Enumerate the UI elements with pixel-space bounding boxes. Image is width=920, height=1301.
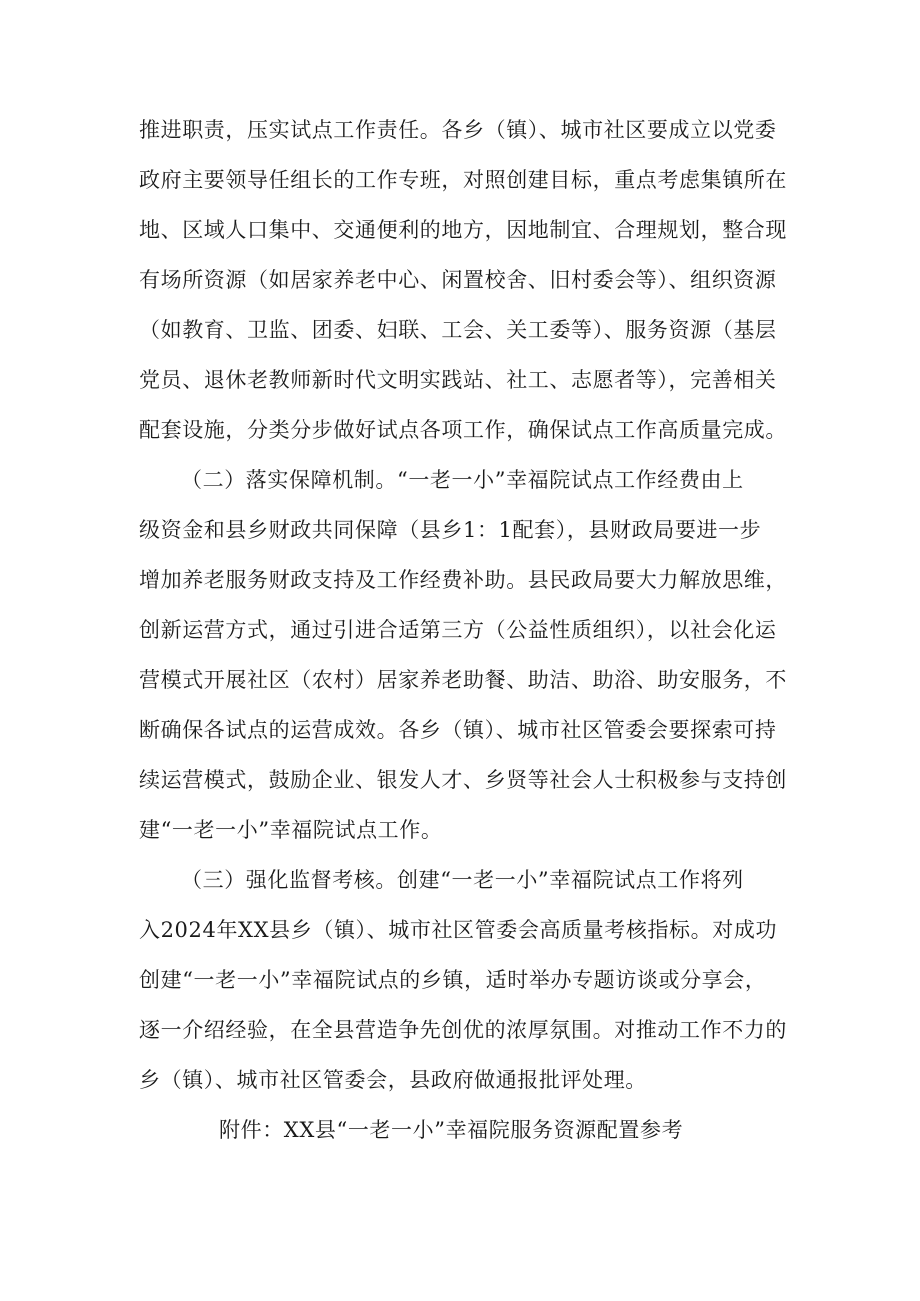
body-line-19: 逐一介绍经验，在全县营造争先创优的浓厚氛围。对推动工作不力的 (139, 1018, 787, 1042)
body-line-14: 续运营模式，鼓励企业、银发人才、乡贤等社会人士积极参与支持创 (139, 768, 787, 792)
body-line-7: 配套设施，分类分步做好试点各项工作，确保试点工作高质量完成。 (139, 418, 787, 442)
body-line-2: 政府主要领导任组长的工作专班，对照创建目标，重点考虑集镇所在 (139, 168, 787, 192)
body-line-10: 增加养老服务财政支持及工作经费补助。县民政局要大力解放思维， (139, 568, 787, 592)
body-line-9: 级资金和县乡财政共同保障（县乡1：1配套），县财政局要进一步 (139, 518, 762, 542)
body-line-11: 创新运营方式，通过引进合适第三方（公益性质组织），以社会化运 (139, 618, 777, 642)
body-line-5: （如教育、卫监、团委、妇联、工会、关工委等）、服务资源（基层 (139, 318, 777, 342)
body-line-3: 地、区域人口集中、交通便利的地方，因地制宜、合理规划，整合现 (139, 218, 787, 242)
section-3-heading-line: （三）强化监督考核。创建“一老一小”幸福院试点工作将列 (181, 868, 744, 892)
body-line-17: 入2024年XX县乡（镇）、城市社区管委会高质量考核指标。对成功 (139, 918, 778, 942)
body-line-4: 有场所资源（如居家养老中心、闲置校舍、旧村委会等）、组织资源 (139, 268, 777, 292)
section-2-heading-line: （二）落实保障机制。“一老一小”幸福院试点工作经费由上 (181, 468, 744, 492)
body-line-20: 乡（镇）、城市社区管委会，县政府做通报批评处理。 (139, 1068, 647, 1092)
attachment-note: 附件：XX县“一老一小”幸福院服务资源配置参考 (219, 1118, 684, 1142)
body-line-6: 党员、退休老教师新时代文明实践站、社工、志愿者等），完善相关 (139, 368, 777, 392)
body-line-1: 推进职责，压实试点工作责任。各乡（镇）、城市社区要成立以党委 (139, 118, 777, 142)
body-line-13: 断确保各试点的运营成效。各乡（镇）、城市社区管委会要探索可持 (139, 718, 777, 742)
body-line-12: 营模式开展社区（农村）居家养老助餐、助洁、助浴、助安服务，不 (139, 668, 787, 692)
body-line-15: 建“一老一小”幸福院试点工作。 (139, 818, 443, 842)
body-line-18: 创建“一老一小”幸福院试点的乡镇，适时举办专题访谈或分享会， (139, 968, 767, 992)
